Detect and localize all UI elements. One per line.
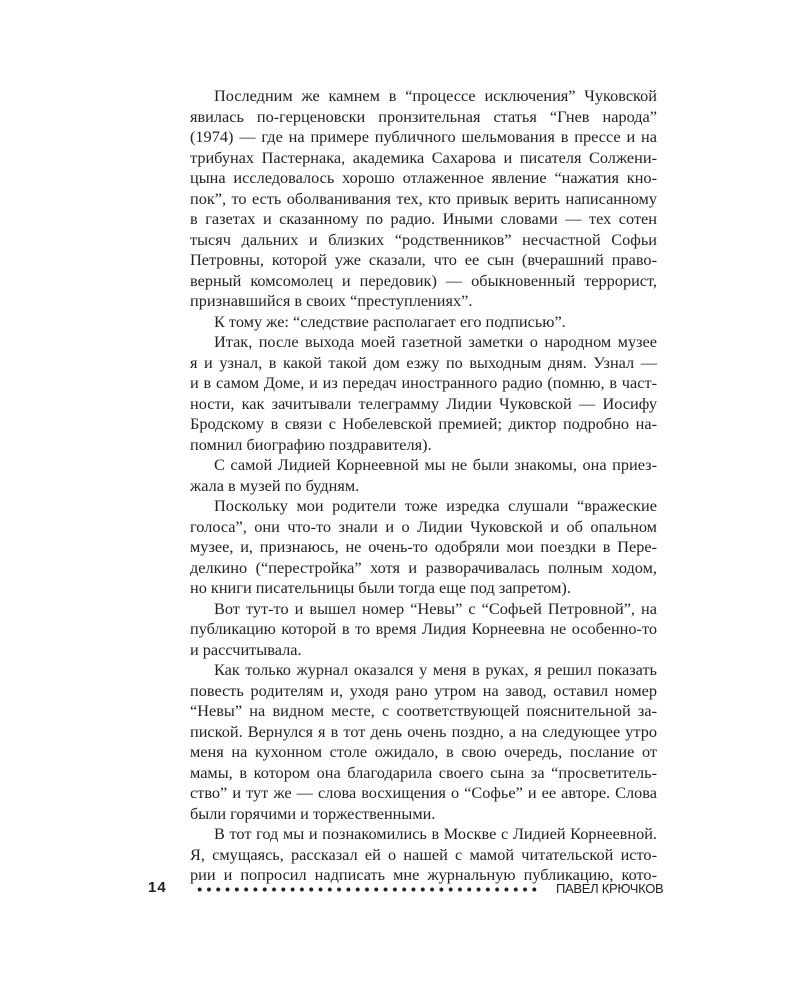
text-line: верный комсомолец и передовик) — обыкновенный террорист, bbox=[190, 270, 657, 290]
text-line: цына исследовалось хорошо отлаженное явление “нажатия кно- bbox=[190, 168, 657, 187]
text-line: и рассчитывала. bbox=[190, 639, 302, 659]
text-line: музее, и, признаюсь, не очень-то одобряли мои поездки в Пере- bbox=[190, 537, 657, 556]
text-line: Вот тут-то и вышел номер “Невы” с “Софьей Петровной”, на bbox=[214, 598, 657, 618]
page-number: 14 bbox=[148, 879, 167, 896]
text-line: Я, смущаясь, рассказал ей о нашей с мамой читательской исто- bbox=[190, 844, 657, 864]
body-text bbox=[190, 86, 657, 886]
text-line: жала в музей по будням. bbox=[190, 475, 360, 495]
text-line: В тот год мы и познакомились в Москве с Лидией Корнеевной. bbox=[214, 824, 657, 843]
page-footer bbox=[0, 878, 800, 902]
text-line: Петровны, которой уже сказали, что ее сын (вчерашний право- bbox=[190, 250, 657, 269]
paragraph bbox=[190, 312, 657, 333]
text-line: и в самом Доме, и из передач иностранного радио (помню, в част- bbox=[190, 373, 657, 392]
text-line: “Невы” на видном месте, с соответствующей пояснительной за- bbox=[190, 701, 657, 720]
text-line: трибунах Пастернака, академика Сахарова и писателя Солжени- bbox=[190, 147, 657, 167]
text-line: ство” и тут же — слова восхищения о “Софье” и ее авторе. Слова bbox=[190, 783, 657, 802]
text-line: помнил биографию поздравителя). bbox=[190, 434, 432, 454]
text-line: Поскольку мои родители тоже изредка слушали “вражеские bbox=[214, 496, 657, 515]
text-line: мамы, в котором она благодарила своего сына за “просветитель- bbox=[190, 762, 657, 782]
text-line: тысяч дальних и близких “родственников” несчастной Софьи bbox=[190, 229, 657, 249]
paragraph bbox=[190, 455, 657, 496]
text-line: пиской. Вернулся я в тот день очень поздно, а на следующее утро bbox=[190, 721, 657, 741]
text-line: повесть родителям и, уходя рано утром на завод, оставил номер bbox=[190, 680, 657, 700]
text-line: пок”, то есть оболванивания тех, кто привык верить написанному bbox=[190, 188, 657, 208]
paragraph bbox=[190, 824, 657, 886]
text-line: рии и попросил надписать мне журнальную публикацию, кото- bbox=[190, 865, 657, 884]
text-line: С самой Лидией Корнеевной мы не были знакомы, она приез- bbox=[214, 455, 657, 474]
text-line: я и узнал, в какой такой дом езжу по выходным дням. Узнал — bbox=[190, 352, 657, 372]
text-line: Последним же камнем в “процессе исключения” Чуковской bbox=[214, 86, 657, 105]
text-line: Как только журнал оказался у меня в руках, я решил показать bbox=[214, 660, 657, 679]
text-line: К тому же: “следствие располагает его подписью”. bbox=[214, 311, 566, 331]
text-line: ности, как зачитывали телеграмму Лидии Чуковской — Иосифу bbox=[190, 393, 657, 413]
paragraph bbox=[190, 496, 657, 599]
text-line: меня на кухонном столе ожидало, в свою очередь, послание от bbox=[190, 742, 657, 761]
text-line: в газетах и сказанному по радио. Иными словами — тех сотен bbox=[190, 209, 657, 228]
text-line: были горячими и торжественными. bbox=[190, 803, 436, 823]
text-line: Итак, после выхода моей газетной заметки о народном музее bbox=[214, 332, 657, 351]
text-line: публикацию которой в то время Лидия Корнеевна не особенно-то bbox=[190, 619, 657, 638]
text-line: явилась по-герценовски пронзительная статья “Гнев народа” bbox=[190, 106, 657, 126]
text-line: голоса”, они что-то знали и о Лидии Чуковской и об опальном bbox=[190, 516, 657, 536]
paragraph bbox=[190, 599, 657, 661]
text-line: но книги писательницы были тогда еще под запретом). bbox=[190, 578, 571, 597]
dotted-rule bbox=[195, 887, 539, 892]
paragraph bbox=[190, 86, 657, 312]
paragraph bbox=[190, 660, 657, 824]
text-line: признавшийся в своих “преступлениях”. bbox=[190, 291, 473, 310]
paragraph bbox=[190, 332, 657, 455]
text-line: Бродскому в связи с Нобелевской премией; диктор подробно на- bbox=[190, 414, 657, 433]
text-line: делкино (“перестройка” хотя и разворачивалась полным ходом, bbox=[190, 557, 657, 577]
running-author: ПАВЕЛ КРЮЧКОВ bbox=[556, 881, 664, 896]
text-line: (1974) — где на примере публичного шельмования в прессе и на bbox=[190, 127, 657, 146]
